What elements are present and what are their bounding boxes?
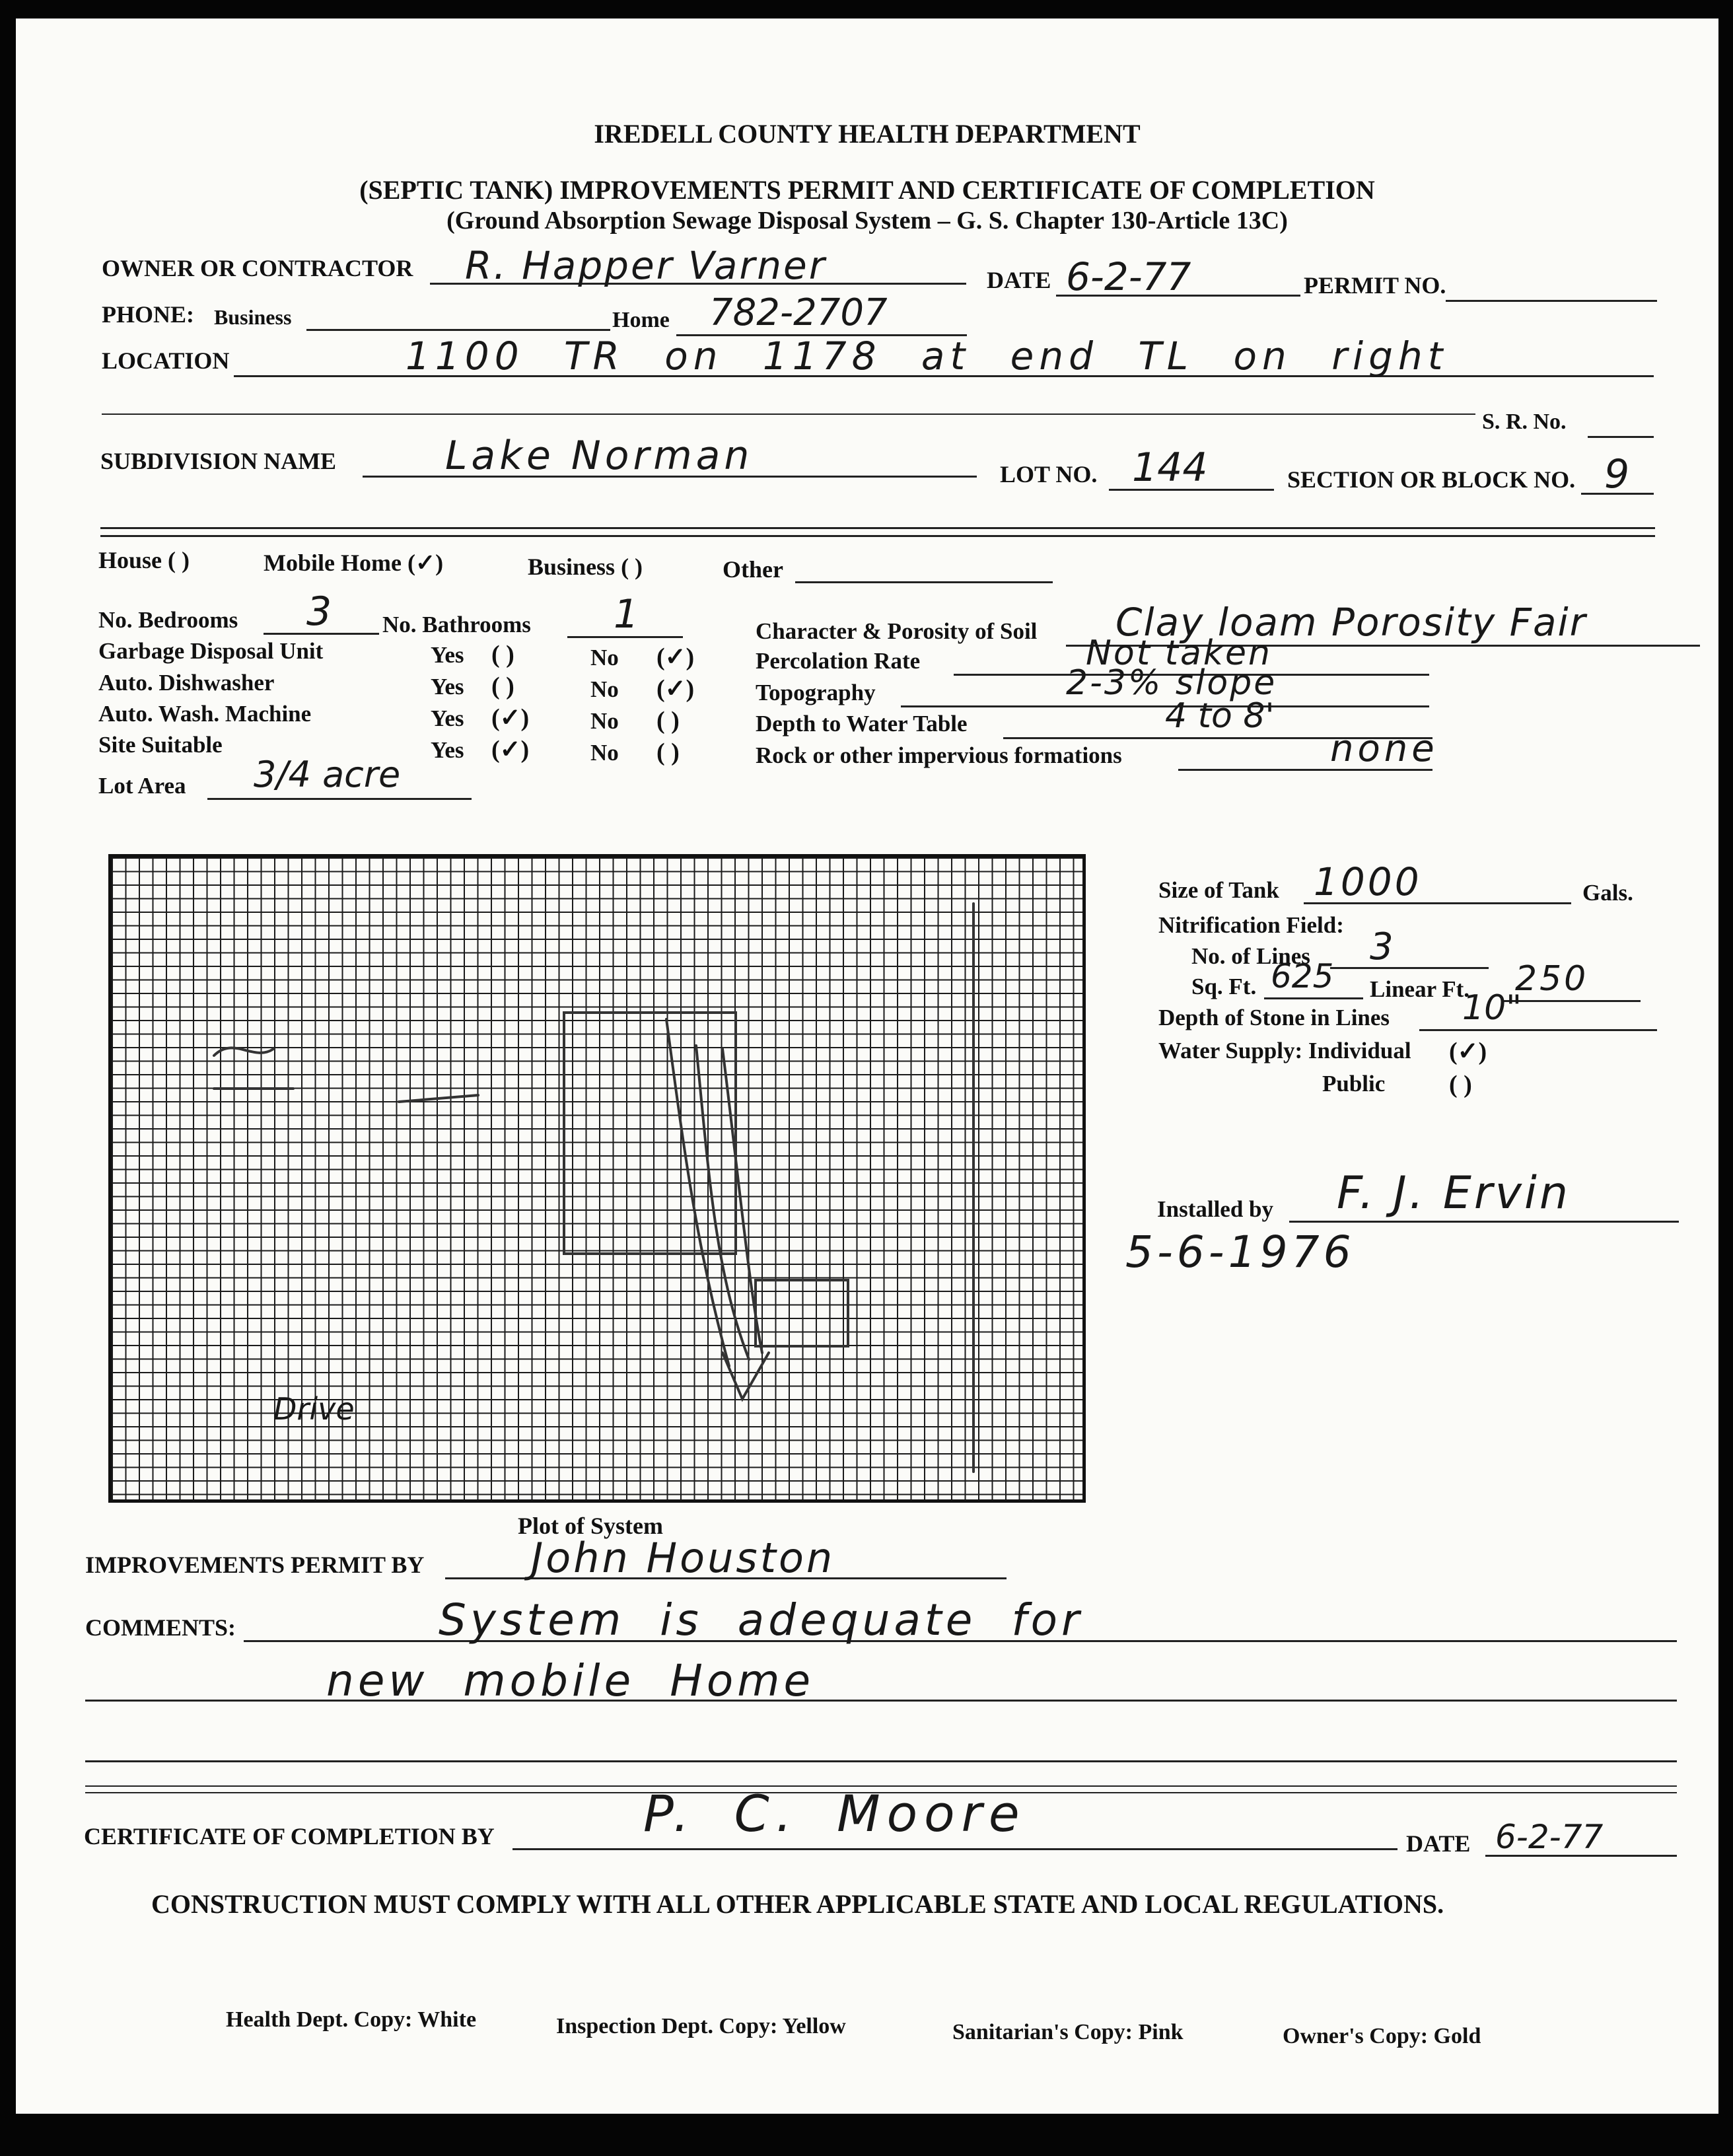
yes-label: Yes <box>431 737 464 763</box>
soil-character-label: Character & Porosity of Soil <box>756 618 1038 644</box>
square-feet-value: 625 <box>1271 957 1334 995</box>
installed-by-label: Installed by <box>1157 1196 1274 1222</box>
inspection-copy-label: Inspection Dept. Copy: Yellow <box>556 2014 846 2038</box>
section-value: 9 <box>1604 451 1630 497</box>
certificate-date-label: DATE <box>1406 1830 1471 1857</box>
dishwasher-yes-checkbox[interactable]: ( ) <box>491 672 514 700</box>
soil-character-value: Clay loam Porosity Fair <box>1115 600 1587 645</box>
subdivision-label: SUBDIVISION NAME <box>100 448 337 474</box>
comments-line-1-text: System is adequate for <box>439 1595 1084 1645</box>
form-page <box>16 18 1718 2114</box>
linear-feet-label: Linear Ft. <box>1370 976 1470 1002</box>
date-label: DATE <box>987 267 1051 293</box>
nitrification-lines <box>666 1019 762 1366</box>
date-value: 6-2-77 <box>1066 254 1191 299</box>
linear-feet-line <box>1502 1000 1641 1002</box>
wash-no-checkbox[interactable]: ( ) <box>656 707 680 735</box>
lot-number-value: 144 <box>1132 445 1208 491</box>
road-scribble <box>214 1048 478 1102</box>
tank-size-label: Size of Tank <box>1158 877 1279 903</box>
bedrooms-value: 3 <box>306 589 332 635</box>
department-name: IREDELL COUNTY HEALTH DEPARTMENT <box>594 119 1141 149</box>
installed-by-value: F. J. Ervin <box>1337 1167 1571 1219</box>
comments-line-2 <box>85 1700 1677 1702</box>
stone-depth-line <box>1419 1029 1657 1031</box>
lot-area-label: Lot Area <box>98 773 186 799</box>
comments-line-2-text: new mobile Home <box>326 1655 815 1706</box>
health-copy-label: Health Dept. Copy: White <box>226 2007 477 2032</box>
certificate-signature: P. C. Moore <box>643 1784 1026 1843</box>
form-subtitle: (Ground Absorption Sewage Disposal System – G. S. Chapter 130-Article 13C) <box>446 207 1288 234</box>
number-of-lines-line <box>1330 967 1489 969</box>
certificate-label: CERTIFICATE OF COMPLETION BY <box>84 1823 495 1850</box>
business-option[interactable]: Business ( ) <box>528 554 643 580</box>
no-label: No <box>590 708 619 734</box>
percolation-value: Not taken <box>1086 633 1272 673</box>
stone-depth-label: Depth of Stone in Lines <box>1158 1005 1390 1030</box>
certificate-line <box>513 1848 1397 1850</box>
tank-size-value: 1000 <box>1314 859 1422 904</box>
comments-line-3 <box>85 1760 1677 1762</box>
sr-number-label: S. R. No. <box>1482 410 1567 434</box>
house-option[interactable]: House ( ) <box>98 547 190 573</box>
site-suitable-label: Site Suitable <box>98 732 223 758</box>
compliance-notice: CONSTRUCTION MUST COMPLY WITH ALL OTHER APPLICABLE STATE AND LOCAL REGULATIONS. <box>151 1889 1444 1919</box>
public-supply-checkbox[interactable]: ( ) <box>1449 1071 1472 1098</box>
bathrooms-label: No. Bathrooms <box>382 612 531 637</box>
rock-value: none <box>1330 727 1438 770</box>
water-supply-label: Water Supply: Individual <box>1158 1038 1411 1063</box>
water-table-value: 4 to 8' <box>1165 696 1275 736</box>
nitrification-field-label: Nitrification Field: <box>1158 912 1344 938</box>
number-of-lines-label: No. of Lines <box>1191 943 1310 969</box>
house-outline <box>564 1013 736 1254</box>
water-table-label: Depth to Water Table <box>756 711 968 737</box>
drive-label: Drive <box>273 1391 355 1427</box>
owner-copy-label: Owner's Copy: Gold <box>1283 2024 1481 2048</box>
no-label: No <box>590 676 619 702</box>
number-of-lines-value: 3 <box>1370 925 1394 968</box>
rock-label: Rock or other impervious formations <box>756 742 1122 768</box>
public-supply-label: Public <box>1322 1071 1386 1096</box>
other-label: Other <box>723 556 783 583</box>
bedrooms-label: No. Bedrooms <box>98 607 238 633</box>
yes-label: Yes <box>431 642 464 668</box>
individual-supply-checkbox[interactable]: (✓) <box>1449 1038 1487 1065</box>
installed-by-line <box>1289 1221 1679 1223</box>
lot-area-value: 3/4 acre <box>254 754 401 795</box>
site-yes-checkbox[interactable]: (✓) <box>491 736 530 764</box>
permit-by-signature: John Houston <box>531 1534 835 1582</box>
business-phone-label: Business <box>214 305 292 329</box>
topography-value: 2-3% slope <box>1066 663 1277 703</box>
square-feet-line <box>1264 997 1363 999</box>
phone-label: PHONE: <box>102 301 194 328</box>
yes-label: Yes <box>431 705 464 731</box>
location-value: 1100 TR on 1178 at end TL on right <box>406 334 1448 378</box>
form-title: (SEPTIC TANK) IMPROVEMENTS PERMIT AND CERTIFICATE OF COMPLETION <box>359 175 1375 205</box>
garbage-yes-checkbox[interactable]: ( ) <box>491 641 514 668</box>
plot-caption: Plot of System <box>518 1513 663 1539</box>
garbage-no-checkbox[interactable]: (✓) <box>656 643 695 671</box>
no-label: No <box>590 645 619 670</box>
home-phone-value: 782-2707 <box>709 291 888 334</box>
owner-label: OWNER OR CONTRACTOR <box>102 255 413 281</box>
topography-label: Topography <box>756 680 876 705</box>
square-feet-label: Sq. Ft. <box>1191 974 1257 999</box>
mobile-home-option[interactable]: Mobile Home (✓) <box>264 550 444 576</box>
bathrooms-value: 1 <box>614 591 639 637</box>
gallons-label: Gals. <box>1582 880 1633 906</box>
lot-number-label: LOT NO. <box>1000 461 1098 487</box>
installed-date-value: 5-6-1976 <box>1125 1227 1355 1277</box>
drain-arrow <box>723 1353 769 1399</box>
permit-by-label: IMPROVEMENTS PERMIT BY <box>85 1552 425 1578</box>
wash-yes-checkbox[interactable]: (✓) <box>491 704 530 732</box>
subdivision-value: Lake Norman <box>445 433 754 479</box>
linear-feet-value: 250 <box>1515 959 1589 999</box>
owner-value: R. Happer Varner <box>465 243 827 288</box>
yes-label: Yes <box>431 674 464 700</box>
location-label: LOCATION <box>102 347 230 374</box>
section-label: SECTION OR BLOCK NO. <box>1287 466 1576 493</box>
dishwasher-label: Auto. Dishwasher <box>98 670 275 696</box>
sanitarian-copy-label: Sanitarian's Copy: Pink <box>952 2020 1184 2044</box>
percolation-label: Percolation Rate <box>756 648 921 674</box>
wash-machine-label: Auto. Wash. Machine <box>98 701 312 727</box>
septic-tank <box>756 1280 848 1346</box>
home-phone-label: Home <box>612 308 670 332</box>
comments-label: COMMENTS: <box>85 1614 236 1641</box>
certificate-date-value: 6-2-77 <box>1495 1818 1604 1856</box>
stone-depth-value: 10" <box>1462 988 1522 1028</box>
no-label: No <box>590 740 619 766</box>
garbage-disposal-label: Garbage Disposal Unit <box>98 638 324 664</box>
dishwasher-no-checkbox[interactable]: (✓) <box>656 675 695 703</box>
site-no-checkbox[interactable]: ( ) <box>656 738 680 766</box>
permit-label: PERMIT NO. <box>1304 272 1446 299</box>
